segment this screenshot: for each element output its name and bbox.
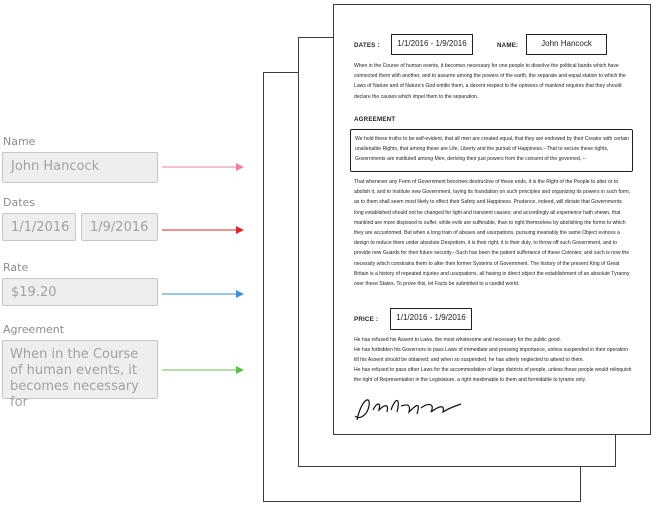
doc-agreement-heading: AGREEMENT — [354, 116, 396, 123]
doc-dates-box: 1/1/2016 - 1/9/2016 — [391, 34, 473, 55]
agreement-label: Agreement — [3, 323, 65, 336]
doc-dates-label: DATES : — [354, 42, 380, 49]
arrow-rate — [162, 290, 244, 298]
rate-field[interactable]: $19.20 — [2, 278, 158, 306]
date-end-field[interactable]: 1/9/2016 — [81, 213, 158, 241]
name-label: Name — [3, 135, 36, 148]
date-start-field[interactable]: 1/1/2016 — [2, 213, 76, 241]
arrow-dates — [162, 226, 244, 234]
document-content — [333, 4, 651, 435]
doc-body-paragraph: That whenever any Form of Government becomes destructive of these ends, it is the Right of the People to alter or to abolish it, and to institute new Government, laying its foundation on such principles and organizing its powers in such form, as to them shall seem most likely to effect their Safety and Happiness. Prudence, indeed, will dictate that Governments long established should not be changed for light and transient causes; and accordingly all experience hath shewn, that mankind are more disposed to suffer, while evils are sufferable, than to right themselves by abolishing the forms to which they are accustomed. But when a long train of abuses and usurpations, pursuing invariably the same Object evinces a design to reduce them under absolute Despotism, it is their right, it is their duty, to throw off such Government, and to provide new Guards for their future security.--Such has been the patient sufferance of these Colonies; and such is now the necessity which constrains them to alter their former Systems of Government. The history of the present King of Great Britain is a history of repeated injuries and usurpations, all having in direct object the establishment of an absolute Tyranny over these States. To prove this, let Facts be submitted to a candid world. — [354, 179, 631, 288]
doc-closing-3: He has refused to pass other Laws for the accommodation of large districts of people, unless those people would relinquish the right of Representation in the Legislature, a right inestimable to them and formidable to tyrants only. — [354, 367, 632, 384]
agreement-field[interactable]: When in the Course of human events, it becomes necessary for — [2, 340, 158, 399]
signature — [351, 390, 471, 426]
rate-label: Rate — [3, 261, 29, 274]
doc-price-label: PRICE : — [354, 316, 379, 323]
doc-price-box: 1/1/2016 - 1/9/2016 — [390, 308, 472, 330]
doc-name-label: NAME: — [497, 42, 519, 49]
doc-closing-2: He has forbidden his Governors to pass Laws of immediate and pressing importance, unless suspended in their operation till his Assent should be obtained; and when so suspended, he has utterly neglected to attend to them. — [354, 347, 629, 364]
arrow-name — [162, 163, 244, 171]
name-field[interactable]: John Hancock — [2, 152, 158, 183]
doc-intro-paragraph: When in the Course of human events, it becomes necessary for one people to dissolve the political bands which have connected them with another, and to assume among the powers of the earth, the separate and equal station to which the Laws of Nature and of Nature's God entitle them, a decent respect to the opinions of mankind requires that they should declare the causes which impel them to the separation. — [354, 63, 626, 100]
dates-label: Dates — [3, 196, 36, 209]
doc-closing-1: He has refused his Assent to Laws, the most wholesome and necessary for the public good. — [354, 337, 561, 343]
arrow-agreement — [162, 366, 244, 374]
doc-name-box: John Hancock — [526, 34, 607, 55]
doc-agreement-paragraph: We hold these truths to be self-evident, that all men are created equal, that they are endowed by their Creator with certain unalienable Rights, that among these are Life, Liberty and the pursuit of Happiness.--That to secure these rights, Governments are instituted among Men, deriving their just powers from the consent of the governed, -- — [355, 136, 629, 163]
